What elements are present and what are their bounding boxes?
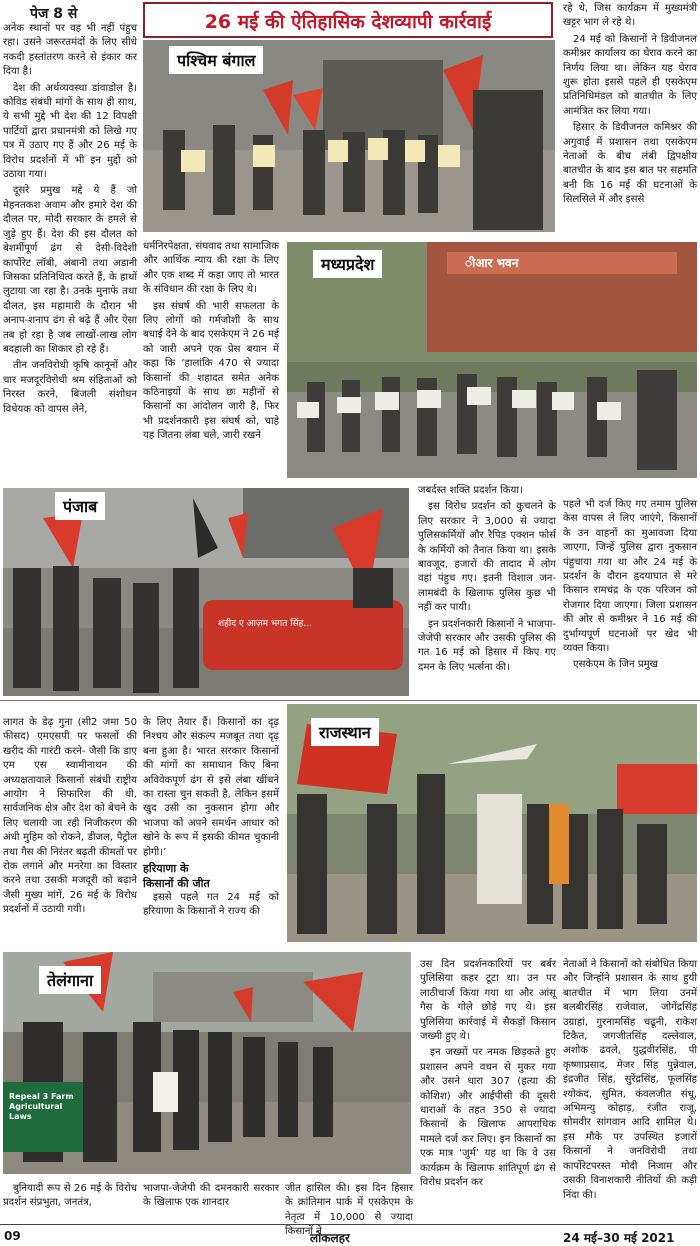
article-column-right-bottom xyxy=(563,958,697,1220)
subheading-haryana-2: किसानों की जीत xyxy=(143,877,210,891)
paragraph: दूसरे प्रमुख मद्दे ये हैं जो मेहनतकश अवाम और हमारे देश की दौलत पर, मोदी सरकार के हमले से जुड़े हुए हैं। देश की इस दौलत को बेशर्मीपूर्ण ढंग से देसी-विदेशी कार्पोरेट लॉबी, अंबानी तथा अडानी जिसका प्रतिनिधित्व करते हैं, के हाथों लुटाया जा रहा है। उनके मुनाफे तथा दौलत, इस महामारी के दौरान भी अनाप-शनाप ढंग से बढ़े हैं और ऐसा तब हो रहा है जब लाखों-लाख लोग बदहाली का शिकार हो रहे हैं। xyxy=(3,185,137,355)
building-sign-text: ीआर भवन xyxy=(465,256,519,270)
paragraph: 24 मई को किसानों ने डिवीजनल कमीश्नर कार्यालय का घेराव करने का निर्णय लिया था। लेकिन यह घेराव शुरू होता इससे पहले ही एसकेएम प्रतिनिधिमंडल को बातचीत के लिए आमंत्रित कर लिया गया। xyxy=(563,33,697,117)
paragraph: इन जख्मों पर नमक छिड़कते हुए प्रशासन अपने वचन से मुकर गया और उसने धारा 307 (हत्या की कोशिश) और आईपीसी की दूसरी धाराओं के तहत 350 से ज्यादा किसानों के खिलाफ आपराधिक मामले दर्ज कर लिए। इन किसानों का एक मात्र ‘जुर्म’ यह था कि वे उस कार्यक्रम के खिलाफ शांतिपूर्ण ढंग से विरोध प्रदर्शन कर xyxy=(420,1047,556,1189)
region-label-west-bengal: पश्चिम बंगाल xyxy=(169,46,263,74)
paragraph: के लिए तैयार हैं। किसानों का दृढ़ निश्चय और संकल्प मजबूत तथा दृढ़ बना हुआ है। भारत सरकार किसानों की मांगों का समाधान किए बिना अविवेकपूर्ण ढंग से इसे लंबा खींचने का रास्ता चुन सकती है, लेकिन इसमें खुद उसी का नुकसान होगा और भाजपा को अपने समर्थन आधार को खोने के रूप में इसकी कीमत चुकानी होगी।’ xyxy=(143,717,279,858)
banner-text: शहीद ए आज़म भगत सिंह... xyxy=(218,619,312,629)
paragraph: बुनियादी रूप से 26 मई के विरोध प्रदर्शन संप्रभुता, जनतंत्र, xyxy=(3,1183,137,1209)
article-column-mid-2 xyxy=(418,484,556,696)
paragraph: इस विरोध प्रदर्शन को कुचलने के लिए सरकार ने 3,000 से ज्यादा पुलिसकर्मियों और रैपिड एक्शन फोर्स के कर्मियों को तैनात किया था। इसके बावजूद, हजारों की तादाद में लोग वहां पंहुच गए। इतनी विशाल जन-लामबंदी के खिलाफ पुलिस कुछ भी नहीं कर पायी। xyxy=(418,501,556,614)
region-label-telangana: तेलंगाना xyxy=(39,966,101,994)
article-column-mid-mid xyxy=(143,716,279,946)
paragraph: धर्मनिरपेक्षता, संघवाद तथा सामाजिक और आर्थिक न्याय की रक्षा के लिए और एक शब्द में कहा जाए तो भारत के संविधान की रक्षा के लिए थे। xyxy=(143,241,279,296)
article-snippet-bottom-left xyxy=(3,1182,137,1222)
paragraph: पहले भी दर्ज किए गए तमाम पुलिस केस वापस ले लिए जाएंगे, किसानों के उन वाहनों का मुआवजा दिया जाएगा, जिन्हें पुलिस द्वारा नुकसान पंहुचाया गया था और 24 मई के प्रदर्शन के दौरान हृदयाघात से मरे किसान रामचंद्र के एक परिजन को रोजगार दिया जाएगा। जिला प्रशासन की ओर से कमीश्नर ने 16 मई की दुर्भाग्यपूर्ण घटनाओं पर खेद भी व्यक्त किया। xyxy=(563,499,697,655)
paragraph: देश की अर्थव्यवस्था डांवाडोल है। कोविड संबंधी मांगों के साथ ही साथ, ये सभी मुद्दे भी देश की 12 विपक्षी पार्टियों द्वारा प्रधानमंत्री को लिखे गए पत्र में उठाए गए हैं और 26 मई के विरोध प्रदर्शनों में भी इन मुद्दों को उठाया गया। xyxy=(3,82,137,181)
paragraph: रहे थे, जिस कार्यक्रम में मुख्यमंत्री खट्टर भाग ले रहे थे। xyxy=(563,3,697,29)
article-column-right-2 xyxy=(563,498,697,696)
article-column-left-mid xyxy=(3,716,137,946)
region-label-madhya-pradesh: मध्यप्रदेश xyxy=(313,250,382,278)
article-column-left-top xyxy=(3,22,137,484)
article-snippet-bottom-mid-a xyxy=(143,1182,279,1222)
paragraph: जीत हासिल की। इस दिन हिसार के क्रांतिमान पार्क में एसकेएम के नेतृत्व में 10,000 से ज्यादा किसानों ने xyxy=(285,1183,413,1238)
article-column-right-top xyxy=(563,2,697,240)
paragraph: इस संघर्ष की भारी सफलता के लिए लोगों को गर्मजोशी के साथ बधाई देने के बाद एसकेएम ने 26 मई को जारी अपने एक प्रेस बयान में कहा कि ‘हालांकि 470 से ज्यादा किसानों की शहादत समेत अनेक कठिनाइयों के साथ छः महीनों से किसानों का आंदोलन जारी है, फिर भी प्रदर्शनकारी इस संघर्ष को, चाहे यह जितना लंबा चले, जारी रखने xyxy=(143,300,279,442)
paragraph: हिसार के डिवीजनल कमिश्नर की अगुवाई में प्रशासन तथा एसकेएम नेताओं के बीच लंबी द्विपक्षीय बातचीत के बाद इस बात पर सहमति बनी कि 16 मई की घटनाओं के सिलसिले में और इससे xyxy=(563,122,697,206)
photo-west-bengal xyxy=(143,40,555,232)
photo-telangana xyxy=(3,952,411,1174)
region-label-rajasthan: राजस्थान xyxy=(311,718,379,746)
placard-text: Repeal 3 Farm Agricultural Laws xyxy=(9,1092,74,1121)
page-number: 09 xyxy=(4,1229,21,1243)
article-column-mid-bottom xyxy=(420,958,556,1220)
paragraph: अनेक स्थानों पर वह भी नहीं पंहुच रहा। उसने जरूरतमंदों के लिए सीधे नकदी हस्तांतरण करने से इंकार कर दिया है। xyxy=(3,23,137,78)
paragraph: नेताओं ने किसानों को संबोधित किया और जिन्होंने प्रशासन के साथ हुयी बातचीत में भाग लिया उनमें बलबीरसिंह राजेवाल, जोगेंद्रसिंह उग्राहां, गुरनामसिंह चढूनी, राकेश टिकैत, जगजीतसिंह दल्लेवाल, अशोक ढवले, युद्धवीरसिंह, पी कृष्णाप्रसाद, मेजर सिंह पुन्नेवाल, इंद्रजीत सिंह, सुरेंद्रसिंह, फूलसिंह श्योकंद, सुमित, कंवलजीत संधू, अभिमन्यु कोहाड़, रंजीत राजू, सोमवीर सांगवान आदि शामिल थे। इस मौके पर उपस्थित हजारों किसानों ने जनविरोधी तथा कार्पोरेटपरस्त मोदी निजाम और उसकी विनाशकारी नीतियों की कड़ी निंदा की। xyxy=(563,959,697,1201)
paragraph: इन प्रदर्शनकारी किसानों ने भाजपा-जेजेपी सरकार और उसकी पुलिस की गत 16 मई को हिसार में किए गए दमन के लिए भर्त्सना की। xyxy=(418,618,556,673)
paragraph: जबर्दस्त शक्ति प्रदर्शन किया। xyxy=(418,485,523,496)
page-headline: 26 मई की ऐतिहासिक देशव्यापी कार्रवाई xyxy=(143,2,553,38)
jump-from-label: पेज 8 से xyxy=(30,6,78,22)
photo-rajasthan xyxy=(287,704,697,942)
paragraph: एसकेएम के जिन प्रमुख xyxy=(573,659,658,671)
article-column-mid-top xyxy=(143,240,279,484)
subheading-haryana-1: हरियाणा के xyxy=(143,862,189,876)
photo-punjab xyxy=(3,488,409,696)
page-footer xyxy=(0,1224,700,1246)
newspaper-name: लोकलहर xyxy=(310,1231,350,1245)
issue-date: 24 मई–30 मई 2021 xyxy=(563,1231,675,1245)
paragraph: तीन जनविरोधी कृषि कानूनों और चार मजदूरविरोधी श्रम संहिताओं को निरस्त करने, बिजली संशोधन विधेयक को वापस लेने, xyxy=(3,360,137,415)
region-label-punjab: पंजाब xyxy=(55,492,105,520)
paragraph: लागत के डेढ़ गुना (सी2 जमा 50 फीसद) एमएसपी पर फसलों की खरीद की गारंटी करने- जैसी कि डाए एम एस स्वामीनाथन की अध्यक्षतावाले किसानों संबंधी राष्ट्रीय आयोग ने सिफारिश की थी, सार्वजनिक क्षेत्र और देश को बेचने के लिए चलायी जा रही निजीकरण की अंधी मुहिम को रोकने, डीजल, पैट्रोल तथा गैस की निरंतर बढ़ती कीमतों पर रोक लगाने और मनरेगा का विस्तार करने तथा उसकी मजदूरी को बढ़ाने जैसी मुख्य मांगें, 26 मई के विरोध प्रदर्शनों में उठायी गयी। xyxy=(3,717,137,916)
photo-madhya-pradesh xyxy=(287,242,697,478)
paragraph: इससे पहले गत 24 मई को हरियाणा के किसानों ने राज्य की xyxy=(143,892,279,918)
paragraph: उस दिन प्रदर्शनकारियों पर बर्बर पुलिसिया कहर टूटा था। उन पर लाठीचार्ज किया गया था और आंसू गैस के गोले छोड़े गए थे। इस पुलिसिया कार्रवाई में सैकड़ों किसान जख्मी हुए थे। xyxy=(420,959,556,1043)
paragraph: भाजपा-जेजेपी की दमनकारी सरकार के खिलाफ एक शानदार xyxy=(143,1183,279,1209)
